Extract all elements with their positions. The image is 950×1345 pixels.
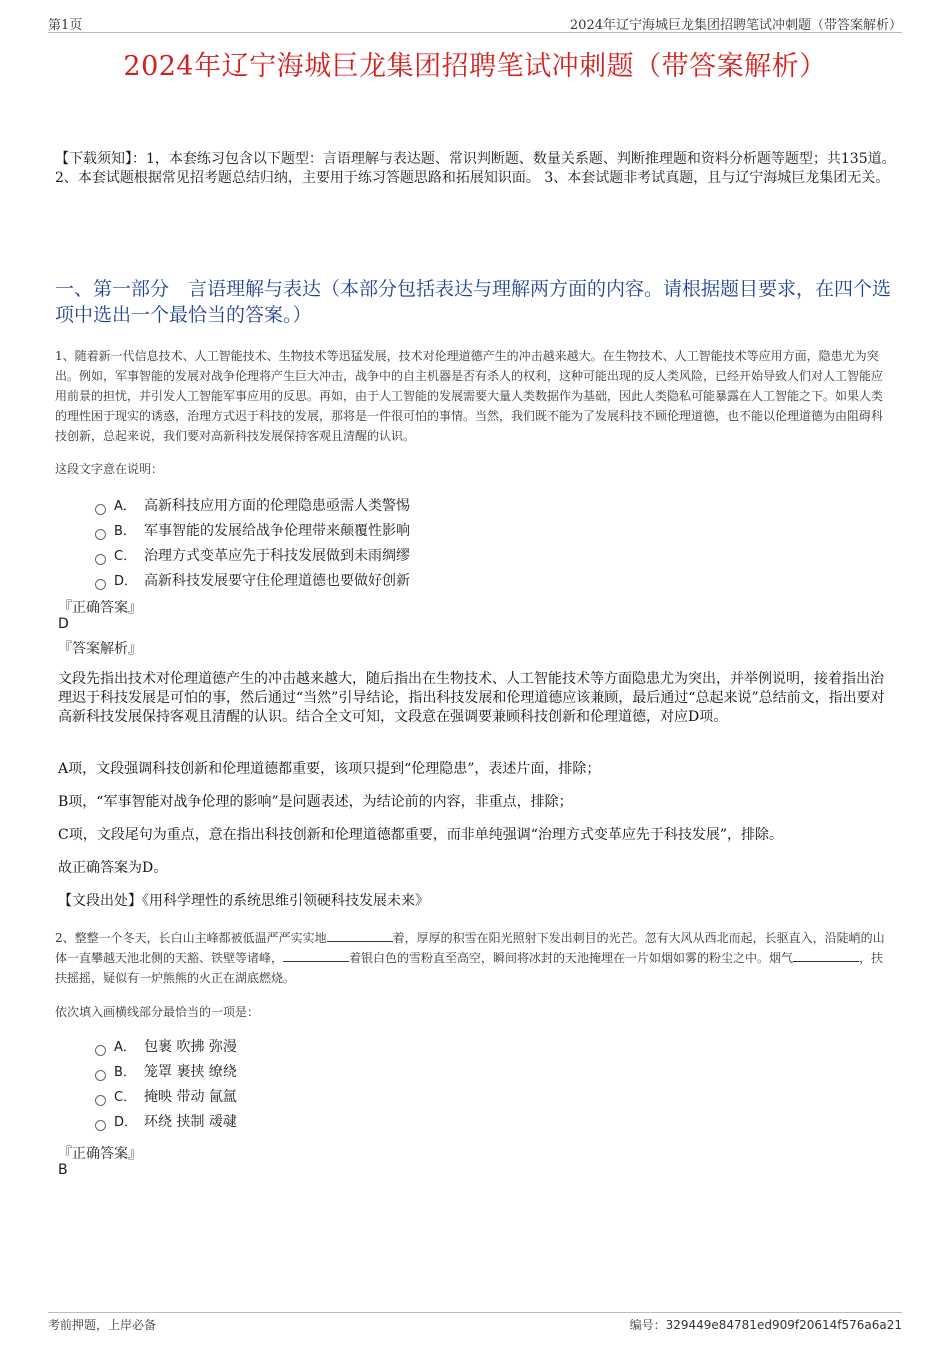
- analysis-option-a: A项，文段强调科技创新和伦理道德都重要，该项只提到“伦理隐患”，表述片面，排除；: [58, 761, 601, 777]
- question-2-text: 2、整整一个冬天，长白山主峰都被低温严严实实地 着，厚厚的积雪在阳光照射下发出刺目的光芒。忽有大风从西北而起，长驱直入，沿陡峭的山体一直攀越天池北侧的天豁、铁壁等诸峰， 着银白色的雪粉直至高空，瞬间将冰封的天池掩埋在一片如烟如雾的粉尘之中。烟气 ，扶扶摇摇，疑似有一炉熊熊的火正在湖底燃烧。: [55, 931, 885, 985]
- answer-value: B: [58, 1162, 68, 1178]
- analysis-option-c: C项，文段尾句为重点，意在指出科技创新和伦理道德都重要，而非单纯强调“治理方式变革应先于科技发展”，排除。: [58, 827, 784, 843]
- option-d[interactable]: D． 高新科技发展要守住伦理道德也要做好创新: [95, 569, 410, 594]
- option-a[interactable]: A． 包裹 吹拂 弥漫: [95, 1035, 237, 1060]
- option-d[interactable]: D． 环绕 挟制 叆叇: [95, 1110, 237, 1135]
- question-2-prompt: 依次填入画横线部分最恰当的一项是：: [55, 1005, 260, 1019]
- question-1-options: [95, 494, 410, 594]
- radio-icon[interactable]: [95, 1095, 106, 1106]
- fill-blank: [283, 949, 349, 962]
- answer-label: 『正确答案』: [58, 600, 142, 616]
- fill-blank: [793, 949, 859, 962]
- answer-label: 『正确答案』: [58, 1146, 142, 1162]
- question-2-options: [95, 1035, 237, 1135]
- radio-icon[interactable]: [95, 529, 106, 540]
- answer-value: D: [58, 616, 69, 632]
- source-citation: 【文段出处】《用科学理性的系统思维引领硬科技发展未来》: [58, 893, 429, 909]
- section-title: 一、第一部分 言语理解与表达（本部分包括表达与理解两方面的内容。请根据题目要求，在四个选项中选出一个最恰当的答案。）: [55, 278, 892, 326]
- page-header: [48, 14, 902, 33]
- radio-icon[interactable]: [95, 579, 106, 590]
- footer-slogan: 考前押题，上岸必备: [48, 1318, 157, 1332]
- radio-icon[interactable]: [95, 1045, 106, 1056]
- analysis-label: 『答案解析』: [58, 641, 142, 657]
- question-1-text: 1、随着新一代信息技术、人工智能技术、生物技术等迅猛发展，技术对伦理道德产生的冲击越来越大。在生物技术、人工智能技术等应用方面，隐患尤为突出。例如，军事智能的发展对战争伦理将产生巨大冲击，战争中的自主机器是否有杀人的权利，这种可能出现的反人类风险，已经开始导致人们对人工智能应用前景的担忧，并引发人工智能军事应用的反思。再如，由于人工智能的发展需要大量人类数据作为基础，因此人类隐私可能暴露在人工智能之下。如果人类的理性困于现实的诱惑，治理方式迟于科技的发展，那将是一件很可怕的事情。当然，我们既不能为了发展科技不顾伦理道德，也不能以伦理道德为由阻碍科技创新，总起来说，我们要对高新科技发展保持客观且清醒的认识。: [55, 349, 884, 443]
- analysis-paragraph: 文段先指出技术对伦理道德产生的冲击越来越大，随后指出在生物技术、人工智能技术等方面隐患尤为突出，并举例说明，接着指出治理迟于科技发展是可怕的事，然后通过“当然”引导结论，指出科技发展和伦理道德应该兼顾，最后通过“总起来说”总结前文，指出要对高新科技发展保持客观且清醒的认识。结合全文可知，文段意在强调要兼顾科技创新和伦理道德，对应D项。: [58, 671, 885, 725]
- radio-icon[interactable]: [95, 554, 106, 565]
- question-1-prompt: 这段文字意在说明：: [55, 462, 164, 476]
- option-b[interactable]: B． 笼罩 裹挟 缭绕: [95, 1060, 237, 1085]
- radio-icon[interactable]: [95, 1070, 106, 1081]
- footer-id: 编号：329449e84781ed909f20614f576a6a21: [629, 1318, 902, 1332]
- analysis-conclusion: 故正确答案为D。: [58, 860, 168, 876]
- analysis-option-b: B项，“军事智能对战争伦理的影响”是问题表述，为结论前的内容，非重点，排除；: [58, 794, 573, 810]
- document-title: 2024年辽宁海城巨龙集团招聘笔试冲刺题（带答案解析）: [123, 51, 827, 82]
- header-title: 2024年辽宁海城巨龙集团招聘笔试冲刺题（带答案解析）: [569, 18, 902, 33]
- option-c[interactable]: C． 掩映 带动 氤氲: [95, 1085, 237, 1110]
- page-number: 第1页: [48, 18, 83, 33]
- download-notice: 【下载须知】：1，本套练习包含以下题型：言语理解与表达题、常识判断题、数量关系题、判断推理题和资料分析题等题型；共135道。 2、本套试题根据常见招考题总结归纳，主要用于练习答题思路和拓展知识面。 3、本套试题非考试真题，且与辽宁海城巨龙集团无关。: [55, 151, 896, 186]
- page-footer: [48, 1312, 902, 1333]
- fill-blank: [327, 929, 393, 942]
- option-b[interactable]: B． 军事智能的发展给战争伦理带来颠覆性影响: [95, 519, 410, 544]
- option-a[interactable]: A． 高新科技应用方面的伦理隐患亟需人类警惕: [95, 494, 410, 519]
- radio-icon[interactable]: [95, 504, 106, 515]
- option-c[interactable]: C． 治理方式变革应先于科技发展做到未雨绸缪: [95, 544, 410, 569]
- radio-icon[interactable]: [95, 1120, 106, 1131]
